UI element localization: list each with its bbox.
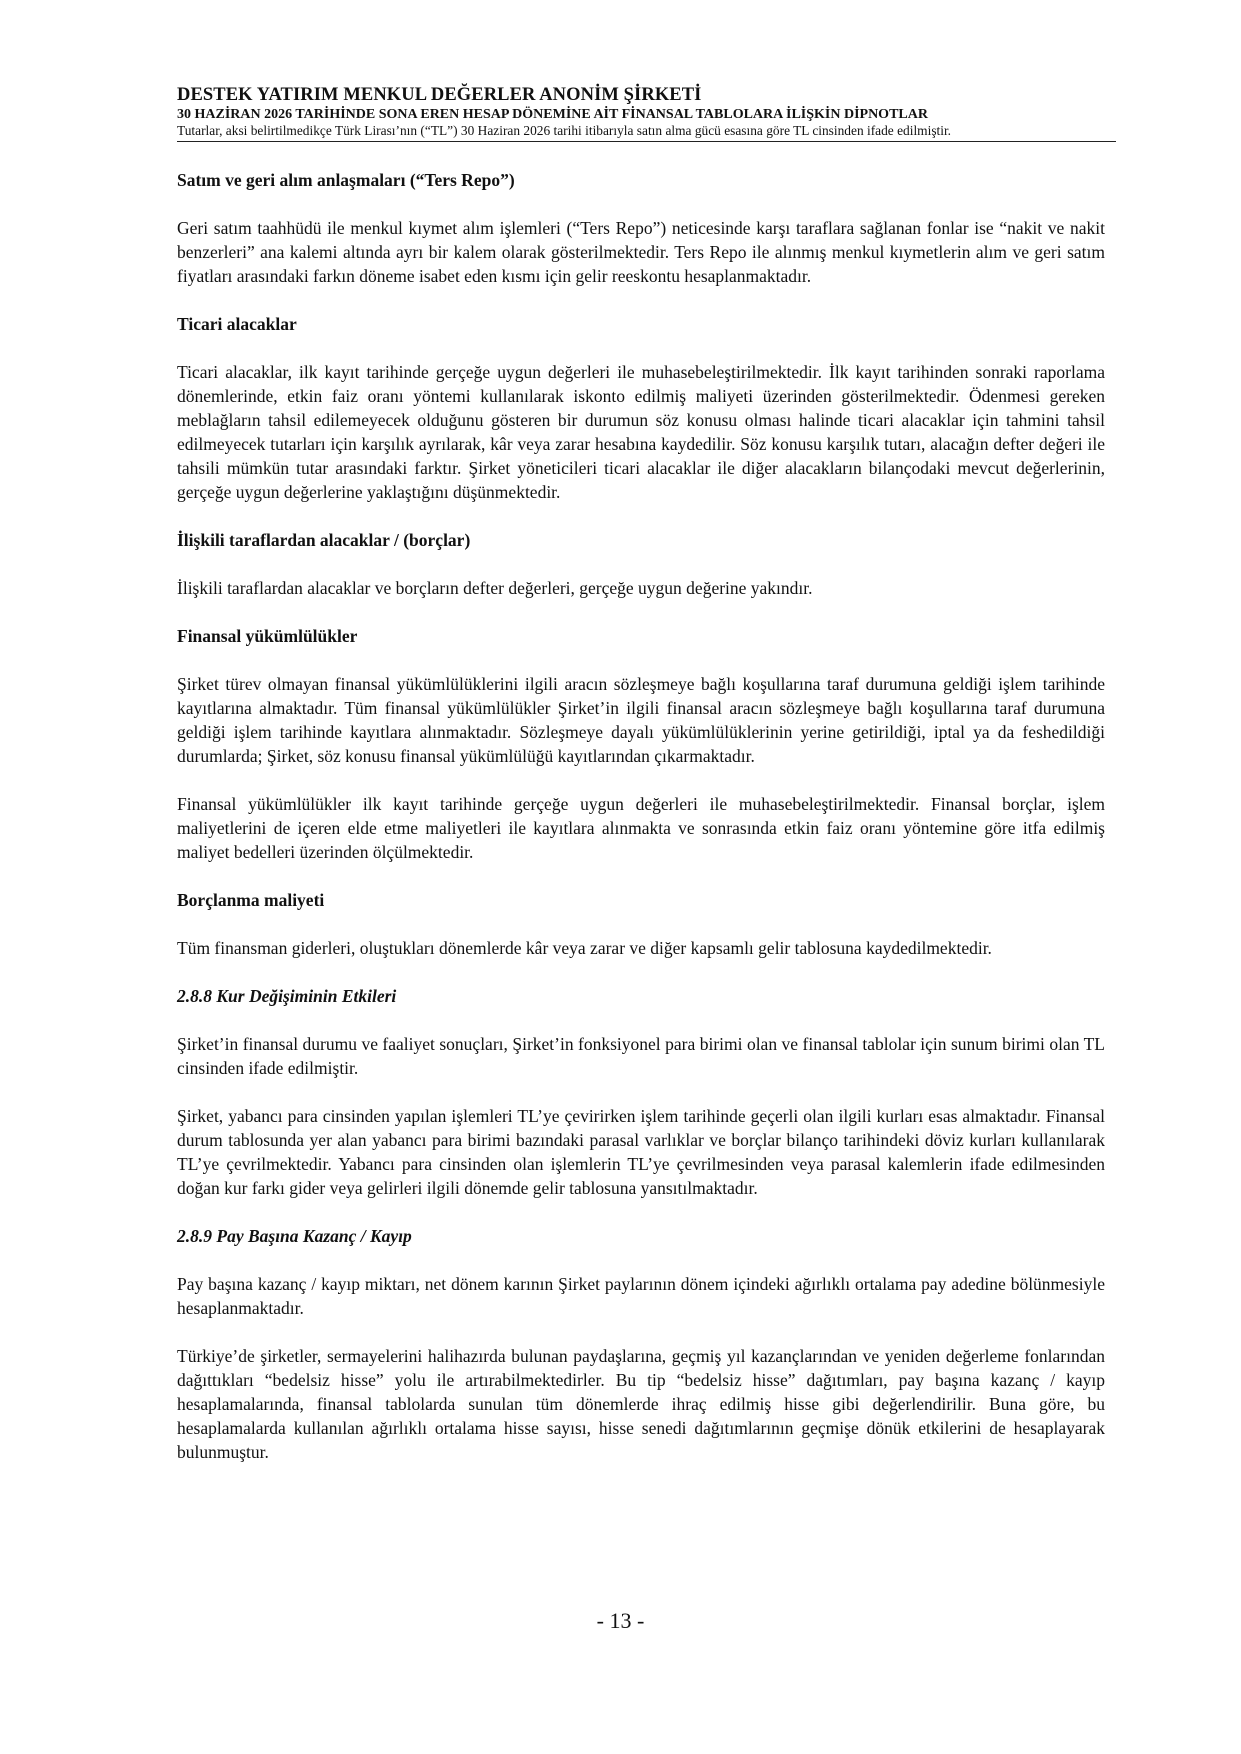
paragraph-kur-degisimi-1: Şirket’in finansal durumu ve faaliyet sonuçları, Şirket’in fonksiyonel para birimi olan ve finansal tablolar için sunum birimi olan TL cinsinden ifade edilmiştir. bbox=[177, 1034, 1105, 1078]
heading-ticari-alacaklar: Ticari alacaklar bbox=[177, 314, 297, 334]
report-period: 30 HAZİRAN 2026 TARİHİNDE SONA EREN HESAP DÖNEMİNE AİT FİNANSAL TABLOLARA İLİŞKİN DİPNOTLAR bbox=[177, 107, 928, 122]
heading-borclanma-maliyeti: Borçlanma maliyeti bbox=[177, 890, 325, 910]
page-header bbox=[177, 84, 1105, 142]
heading-iliskili-taraflar: İlişkili taraflardan alacaklar / (borçlar) bbox=[177, 530, 471, 550]
paragraph-iliskili-taraflar: İlişkili taraflardan alacaklar ve borçların defter değerleri, gerçeğe uygun değerine yakındır. bbox=[177, 578, 813, 598]
currency-note: Tutarlar, aksi belirtilmedikçe Türk Lirası’nın (“TL”) 30 Haziran 2026 tarihi itibarıyla satın alma gücü esasına göre TL cinsinden ifade edilmiştir. bbox=[177, 123, 952, 138]
paragraph-ters-repo: Geri satım taahhüdü ile menkul kıymet alım işlemleri (“Ters Repo”) neticesinde karşı taraflara sağlanan fonlar ise “nakit ve nakit benzerleri” ana kalemi altında ayrı bir kalem olarak gösterilmektedir. Ters Repo ile alınmış menkul kıymetlerin alım ve geri satım fiyatları arasındaki farkın döneme isabet eden kısmı için gelir reeskontu hesaplanmaktadır. bbox=[177, 218, 1105, 286]
document-page bbox=[177, 84, 1105, 1464]
paragraph-finansal-yukumlulukler-2: Finansal yükümlülükler ilk kayıt tarihinde gerçeğe uygun değerleri ile muhasebeleştirilmektedir. Finansal borçlar, işlem maliyetlerini de içeren elde etme maliyetleri ile kayıtlara alınmakta ve sonrasında etkin faiz oranı yöntemine göre itfa edilmiş maliyet bedelleri üzerinden ölçülmektedir. bbox=[177, 794, 1105, 862]
heading-kur-degisimi: 2.8.8 Kur Değişiminin Etkileri bbox=[177, 986, 397, 1006]
paragraph-finansal-yukumlulukler-1: Şirket türev olmayan finansal yükümlülüklerini ilgili aracın sözleşmeye bağlı koşullarına taraf durumuna geldiği işlem tarihinde kayıtlarına almaktadır. Tüm finansal yükümlülükler Şirket’in ilgili finansal aracın sözleşmeye bağlı koşullarına taraf durumuna geldiği işlem tarihinde kayıtlara alınmaktadır. Sözleşmeye dayalı yükümlülüklerinin yerine getirildiği, iptal ya da feshedildiği durumlarda; Şirket, söz konusu finansal yükümlülüğü kayıtlarından çıkarmaktadır. bbox=[177, 674, 1105, 766]
document-body bbox=[177, 168, 1105, 1464]
header-divider bbox=[177, 141, 1116, 142]
paragraph-pay-basina-kazanc-1: Pay başına kazanç / kayıp miktarı, net dönem karının Şirket paylarının dönem içindeki ağırlıklı ortalama pay adedine bölünmesiyle hesaplanmaktadır. bbox=[177, 1274, 1105, 1318]
paragraph-kur-degisimi-2: Şirket, yabancı para cinsinden yapılan işlemleri TL’ye çevirirken işlem tarihinde geçerli olan ilgili kurları esas almaktadır. Finansal durum tablosunda yer alan yabancı para birimi bazındaki parasal varlıklar ve borçlar bilanço tarihindeki döviz kurları kullanılarak TL’ye çevrilmektedir. Yabancı para cinsinden olan işlemlerin TL’ye çevrilmesinden veya parasal kalemlerin ifade edilmesinden doğan kur farkı gider veya gelirleri ilgili dönemde gelir tablosuna yansıtılmaktadır. bbox=[177, 1106, 1105, 1198]
heading-finansal-yukumlulukler: Finansal yükümlülükler bbox=[177, 626, 358, 646]
heading-ters-repo: Satım ve geri alım anlaşmaları (“Ters Repo”) bbox=[177, 170, 515, 190]
company-name: DESTEK YATIRIM MENKUL DEĞERLER ANONİM ŞİRKETİ bbox=[177, 85, 702, 105]
paragraph-borclanma-maliyeti: Tüm finansman giderleri, oluştukları dönemlerde kâr veya zarar ve diğer kapsamlı gelir tablosuna kaydedilmektedir. bbox=[177, 938, 992, 958]
heading-pay-basina-kazanc: 2.8.9 Pay Başına Kazanç / Kayıp bbox=[177, 1226, 412, 1246]
paragraph-ticari-alacaklar: Ticari alacaklar, ilk kayıt tarihinde gerçeğe uygun değerleri ile muhasebeleştirilmektedir. İlk kayıt tarihinden sonraki raporlama dönemlerinde, etkin faiz oranı yöntemi kullanılarak iskonto edilmiş maliyeti üzerinden gösterilmektedir. Ödenmesi gereken meblağların tahsil edilemeyecek olduğunu gösteren bir durumun söz konusu olması halinde ticari alacaklar için tahmini tahsil edilmeyecek tutarları için karşılık ayrılarak, kâr veya zarar hesabına kaydedilir. Söz konusu karşılık tutarı, alacağın defter değeri ile tahsili mümkün tutar arasındaki farktır. Şirket yöneticileri ticari alacaklar ile diğer alacakların bilançodaki mevcut değerlerinin, gerçeğe uygun değerlerine yaklaştığını düşünmektedir. bbox=[177, 362, 1105, 502]
page-number: - 13 - bbox=[596, 1608, 645, 1633]
paragraph-pay-basina-kazanc-2: Türkiye’de şirketler, sermayelerini halihazırda bulunan paydaşlarına, geçmiş yıl kazançlarından ve yeniden değerleme fonlarından dağıttıkları “bedelsiz hisse” yolu ile artırabilmektedirler. Bu tip “bedelsiz hisse” dağıtımları, pay başına kazanç / kayıp hesaplamalarında, finansal tablolarda sunulan tüm dönemlerde ihraç edilmiş hisse gibi değerlendirilir. Buna göre, bu hesaplamalarda kullanılan ağırlıklı ortalama hisse sayısı, hisse senedi dağıtımlarının geçmişe dönük etkilerini de hesaplayarak bulunmuştur. bbox=[177, 1346, 1105, 1462]
